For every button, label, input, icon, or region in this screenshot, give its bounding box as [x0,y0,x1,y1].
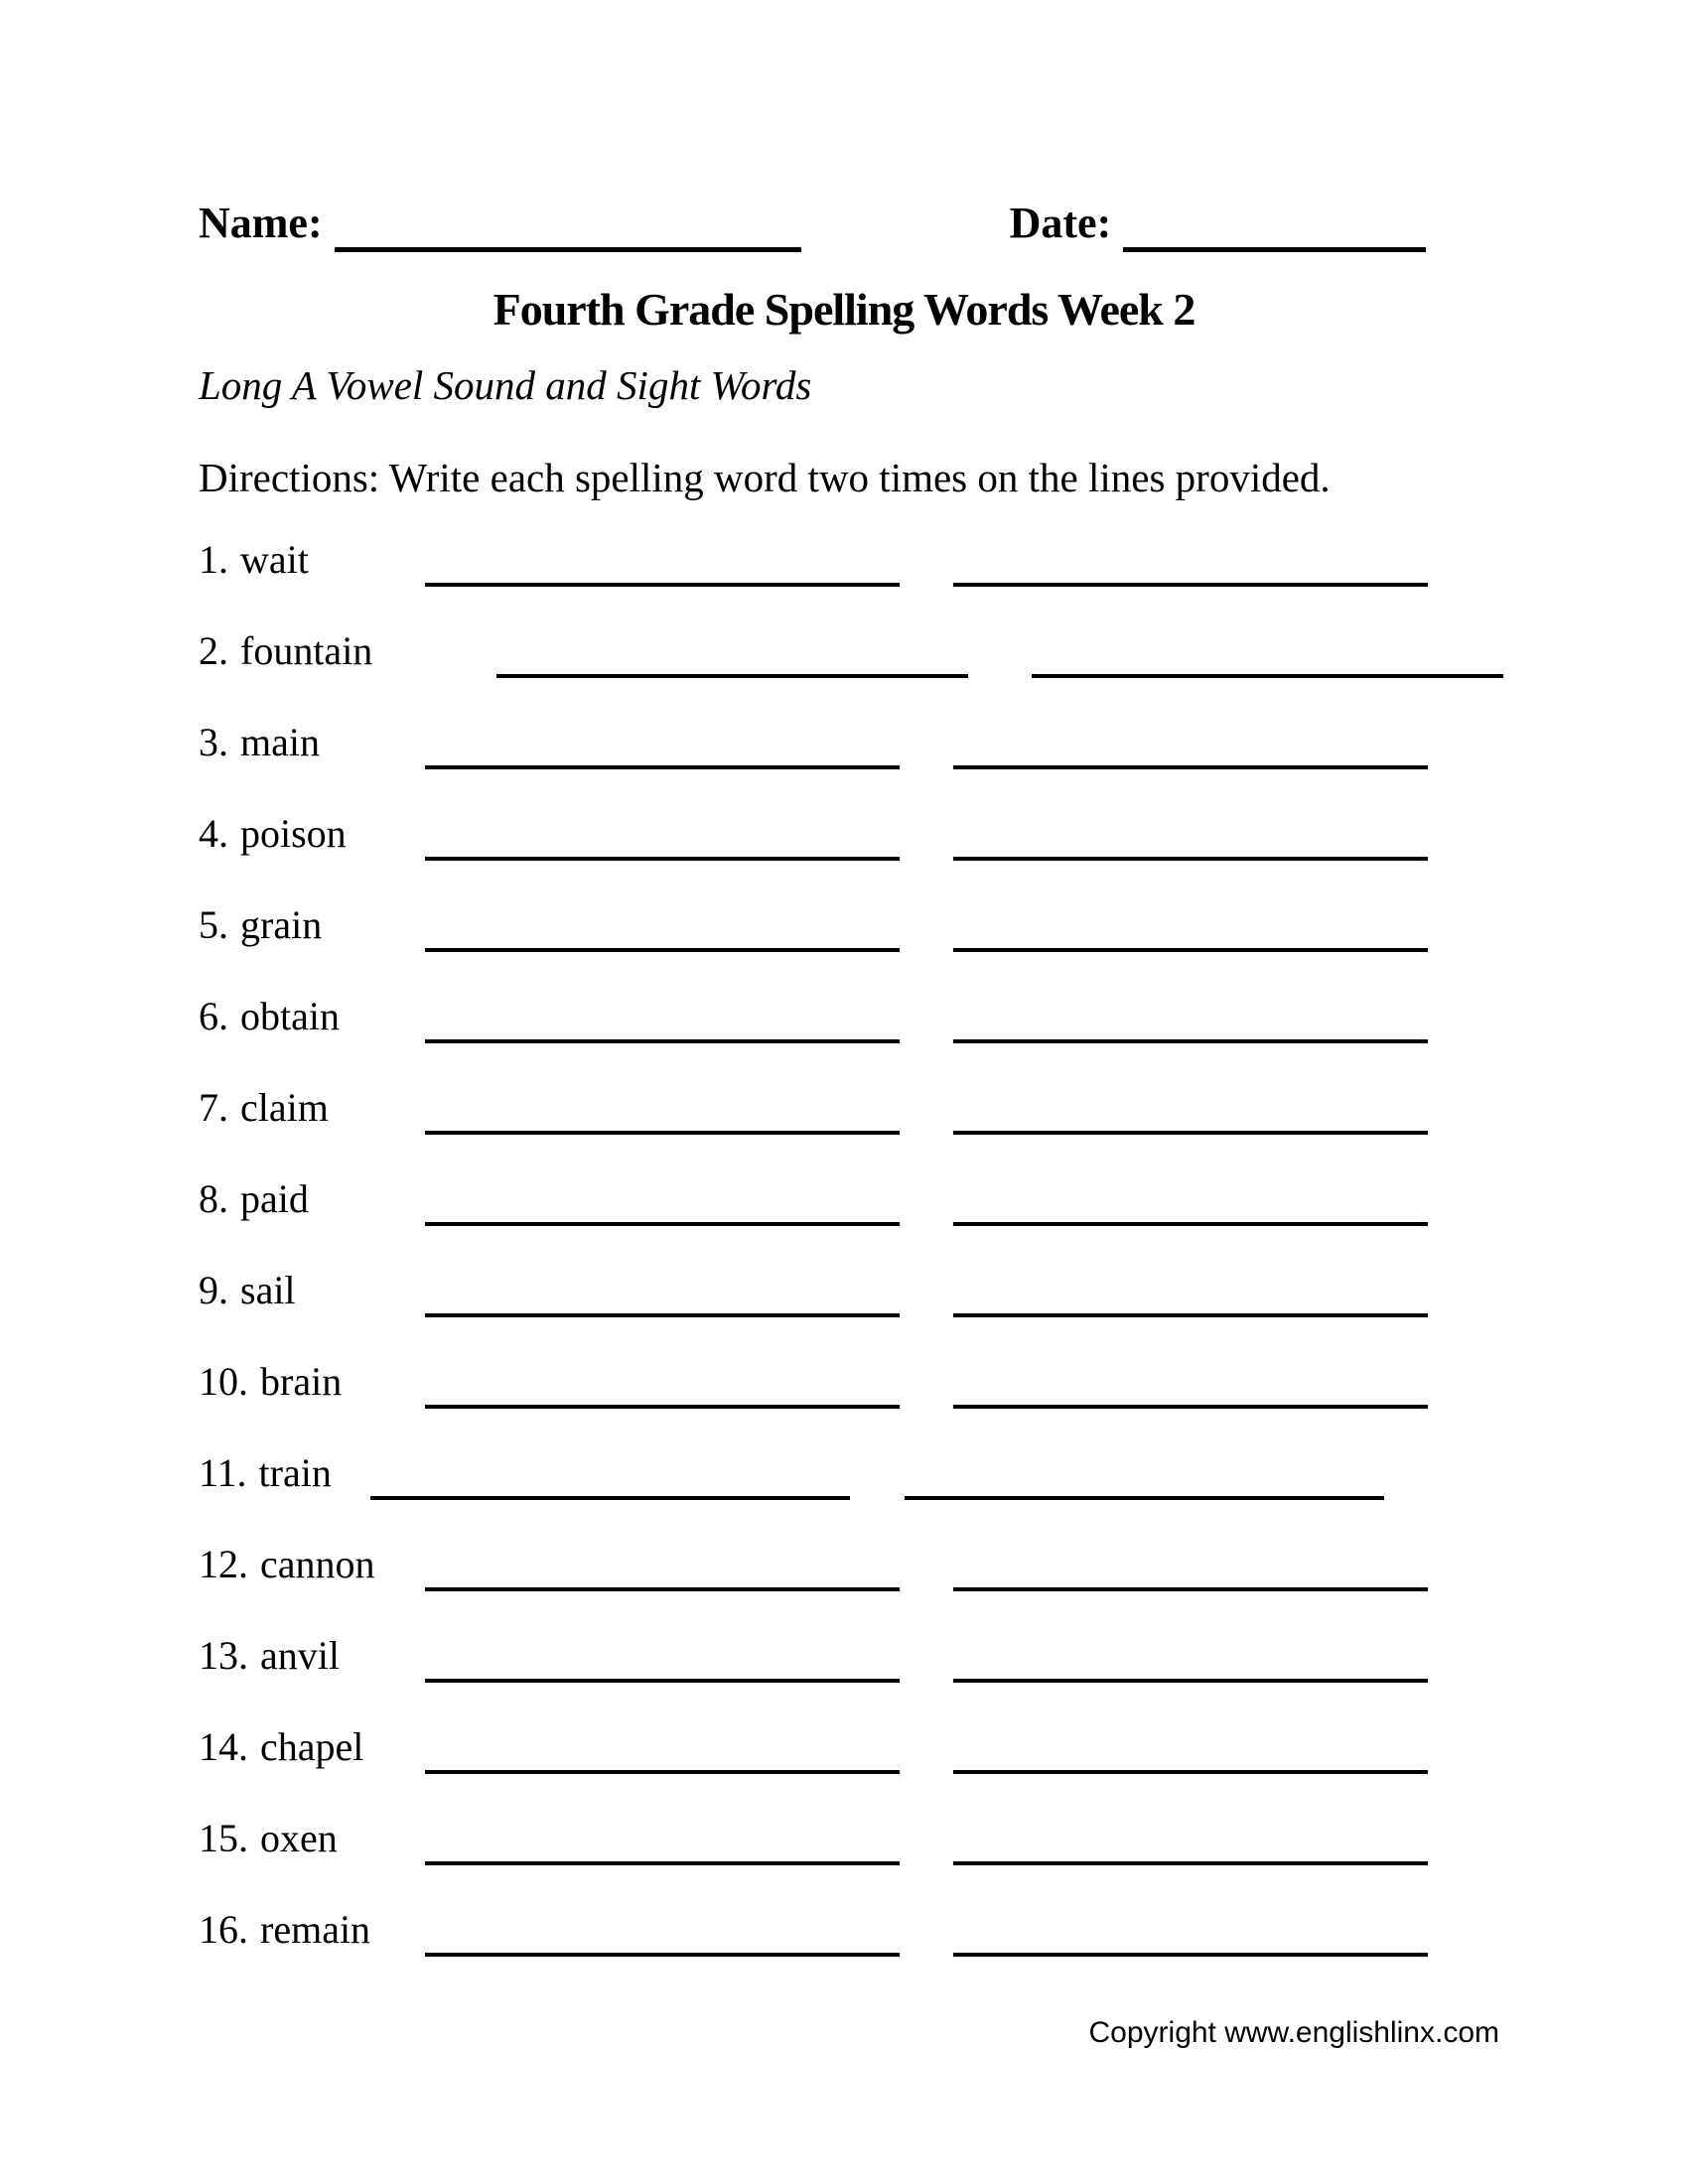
writing-line-2 [905,1496,1384,1500]
word-number: 16. [199,1907,248,1952]
writing-line-1 [425,1861,900,1865]
word-label [199,1633,425,1678]
page-title: Fourth Grade Spelling Words Week 2 [492,284,1196,335]
word-text: cannon [260,1542,375,1586]
writing-line-1 [425,1953,900,1957]
writing-line-2 [953,1131,1428,1135]
word-row-12 [199,1542,1688,1636]
word-text: grain [240,902,323,947]
word-number: 4. [199,811,228,856]
writing-line-1 [425,1222,900,1226]
name-blank-line [335,247,801,252]
word-text: obtain [240,994,340,1038]
word-row-1 [199,537,1688,631]
word-text: fountain [240,628,373,673]
writing-line-1 [425,1313,900,1317]
word-row-15 [199,1816,1688,1910]
writing-line-2 [953,1679,1428,1683]
writing-line-2 [1032,674,1503,678]
word-text: train [258,1450,332,1495]
word-row-6 [199,994,1688,1088]
writing-line-2 [953,583,1428,587]
word-number: 5. [199,902,228,947]
word-number: 12. [199,1542,248,1586]
word-label [199,994,425,1038]
writing-line-1 [370,1496,850,1500]
word-row-8 [199,1176,1688,1271]
word-label [199,537,425,582]
word-text: wait [240,537,309,582]
writing-line-2 [953,1405,1428,1409]
lesson-subtitle: Long A Vowel Sound and Sight Words [199,362,812,408]
word-label [199,811,425,856]
word-row-13 [199,1633,1688,1727]
word-label [199,1359,425,1404]
word-label [199,1176,425,1221]
copyright-text: Copyright www.englishlinx.com [1088,2016,1499,2049]
word-text: anvil [260,1633,340,1678]
word-number: 1. [199,537,228,582]
date-label: Date: [1009,199,1112,247]
word-number: 10. [199,1359,248,1404]
word-row-16 [199,1907,1688,2001]
word-text: main [240,720,320,764]
name-label: Name: [199,199,323,247]
writing-line-1 [425,1770,900,1774]
writing-line-1 [496,674,968,678]
word-label [199,1816,425,1860]
word-label [199,720,425,764]
writing-line-1 [425,1587,900,1591]
writing-line-2 [953,1861,1428,1865]
word-label [199,1907,425,1952]
writing-line-2 [953,1222,1428,1226]
word-text: sail [240,1268,296,1312]
word-number: 2. [199,628,228,673]
writing-line-2 [953,857,1428,861]
word-row-4 [199,811,1688,905]
word-text: chapel [260,1724,364,1769]
word-number: 11. [199,1450,247,1495]
writing-line-1 [425,765,900,769]
word-row-3 [199,720,1688,814]
writing-line-2 [953,1313,1428,1317]
word-label [199,1085,425,1130]
header [199,199,1688,247]
date-blank-line [1123,247,1426,252]
word-label [199,902,425,947]
writing-line-2 [953,765,1428,769]
writing-line-2 [953,1953,1428,1957]
writing-line-2 [953,1039,1428,1043]
writing-line-1 [425,1131,900,1135]
word-number: 14. [199,1724,248,1769]
spelling-word-list [199,537,1688,2001]
word-number: 7. [199,1085,228,1130]
word-text: brain [260,1359,343,1404]
word-row-11 [199,1450,1688,1545]
word-label [199,1268,425,1312]
writing-line-1 [425,1679,900,1683]
word-text: claim [240,1085,329,1130]
word-text: poison [240,811,347,856]
word-label [199,1542,425,1586]
writing-line-1 [425,1405,900,1409]
word-text: remain [260,1907,371,1952]
word-row-7 [199,1085,1688,1179]
word-number: 9. [199,1268,228,1312]
word-text: paid [240,1176,309,1221]
word-number: 15. [199,1816,248,1860]
word-number: 8. [199,1176,228,1221]
writing-line-1 [425,583,900,587]
writing-line-1 [425,948,900,952]
word-row-9 [199,1268,1688,1362]
writing-line-2 [953,1587,1428,1591]
word-row-10 [199,1359,1688,1453]
word-label [199,628,496,673]
word-row-14 [199,1724,1688,1819]
word-label [199,1724,425,1769]
directions-text: Directions: Write each spelling word two times on the lines provided. [199,455,1331,500]
writing-line-1 [425,857,900,861]
word-number: 3. [199,720,228,764]
writing-line-2 [953,1770,1428,1774]
writing-line-1 [425,1039,900,1043]
word-text: oxen [260,1816,338,1860]
word-label [199,1450,370,1495]
word-row-5 [199,902,1688,997]
word-number: 13. [199,1633,248,1678]
word-number: 6. [199,994,228,1038]
word-row-2 [199,628,1688,723]
writing-line-2 [953,948,1428,952]
